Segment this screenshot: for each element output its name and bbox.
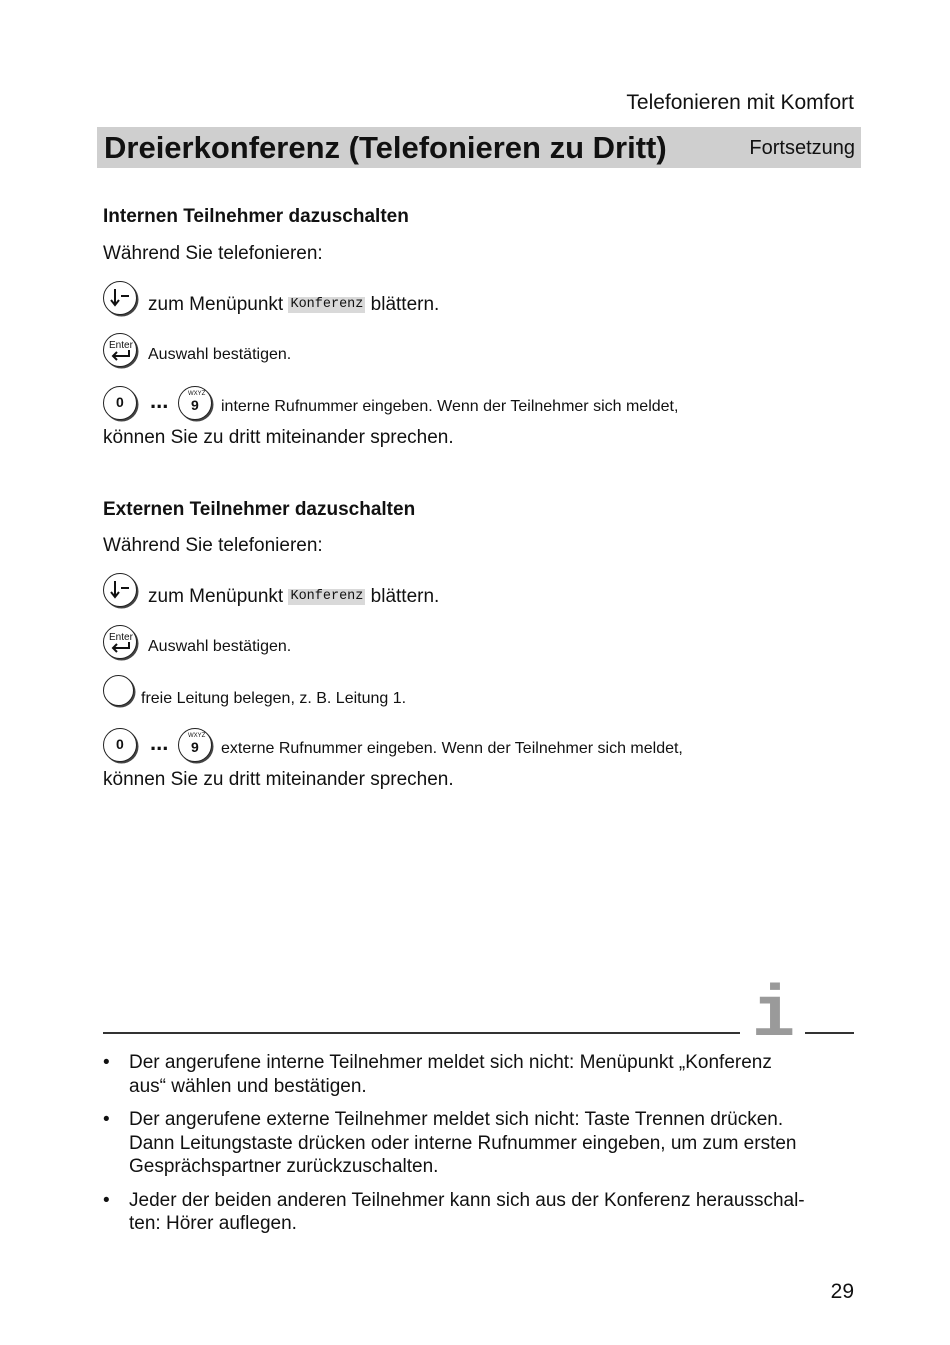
note-line: Dann Leitungstaste drücken oder interne Rufnummer eingeben, um zum ersten — [129, 1132, 797, 1154]
page-title: Dreierkonferenz (Telefonieren zu Dritt) — [104, 130, 667, 165]
section-title-bar — [97, 127, 861, 168]
internal-heading: Internen Teilnehmer dazuschalten — [103, 206, 409, 227]
chapter-title: Telefonieren mit Komfort — [626, 91, 854, 114]
key-0-label: 0 — [116, 736, 124, 752]
enter-key-label: Enter — [109, 340, 133, 351]
line-key-icon — [103, 675, 134, 706]
info-notes-list — [103, 1051, 848, 1246]
external-step-scroll — [148, 586, 439, 608]
list-item — [103, 1051, 848, 1098]
key-9-letters: WXYZ — [188, 391, 206, 397]
key-9-letters: WXYZ — [188, 733, 206, 739]
external-step-dial-line1: externe Rufnummer eingeben. Wenn der Teilnehmer sich meldet, — [221, 740, 683, 757]
digit-0-key-icon — [103, 728, 137, 762]
info-rule-left — [103, 1032, 740, 1034]
enter-key-icon — [103, 333, 137, 367]
key-range-dots: ... — [150, 388, 169, 413]
note-line: Der angerufene interne Teilnehmer meldet sich nicht: Menüpunkt „Konferenz — [129, 1052, 772, 1073]
scroll-key-icon — [103, 281, 137, 315]
external-heading: Externen Teilnehmer dazuschalten — [103, 499, 416, 520]
key-9-label: 9 — [191, 739, 199, 755]
internal-step-enter: Auswahl bestätigen. — [148, 346, 292, 363]
external-step-enter: Auswahl bestätigen. — [148, 638, 292, 655]
note-line: Gesprächspartner zurückzuschalten. — [129, 1156, 439, 1177]
info-icon: i — [752, 975, 796, 1057]
scroll-key-icon — [103, 573, 137, 607]
internal-intro: Während Sie telefonieren: — [103, 243, 323, 264]
digit-9-key-icon — [178, 386, 212, 420]
key-0-label: 0 — [116, 394, 124, 410]
bullet: • — [103, 1109, 110, 1130]
continuation-label: Fortsetzung — [749, 137, 855, 159]
bullet: • — [103, 1189, 110, 1211]
external-step-line: freie Leitung belegen, z. B. Leitung 1. — [141, 690, 407, 707]
step-text: blättern. — [370, 294, 440, 315]
note-line: ten: Hörer auflegen. — [129, 1213, 297, 1234]
external-step-dial-line2: können Sie zu dritt miteinander sprechen. — [103, 769, 454, 790]
step-text: zum Menüpunkt — [148, 294, 284, 315]
internal-step-dial-line1: interne Rufnummer eingeben. Wenn der Teilnehmer sich meldet, — [221, 398, 679, 415]
menu-item-konferenz: Konferenz — [290, 589, 364, 604]
enter-key-label: Enter — [109, 632, 133, 643]
list-item — [103, 1108, 848, 1179]
bullet: • — [103, 1052, 110, 1073]
step-text: blättern. — [370, 586, 440, 607]
external-intro: Während Sie telefonieren: — [103, 535, 323, 556]
key-range-dots: ... — [150, 730, 169, 755]
digit-0-key-icon — [103, 386, 137, 420]
list-item — [103, 1189, 848, 1236]
step-text: zum Menüpunkt — [148, 586, 284, 607]
info-rule-right — [805, 1032, 854, 1034]
menu-item-konferenz: Konferenz — [290, 297, 364, 312]
internal-step-scroll — [148, 294, 439, 316]
note-line: Der angerufene externe Teilnehmer meldet sich nicht: Taste Trennen drücken. — [129, 1109, 784, 1130]
note-line: aus“ wählen und bestätigen. — [129, 1075, 367, 1097]
internal-step-dial-line2: können Sie zu dritt miteinander sprechen. — [103, 427, 454, 448]
enter-key-icon — [103, 625, 137, 659]
digit-9-key-icon — [178, 728, 212, 762]
key-9-label: 9 — [191, 397, 199, 413]
note-line: Jeder der beiden anderen Teilnehmer kann sich aus der Konferenz herausschal- — [129, 1189, 805, 1211]
page-number: 29 — [830, 1280, 854, 1303]
